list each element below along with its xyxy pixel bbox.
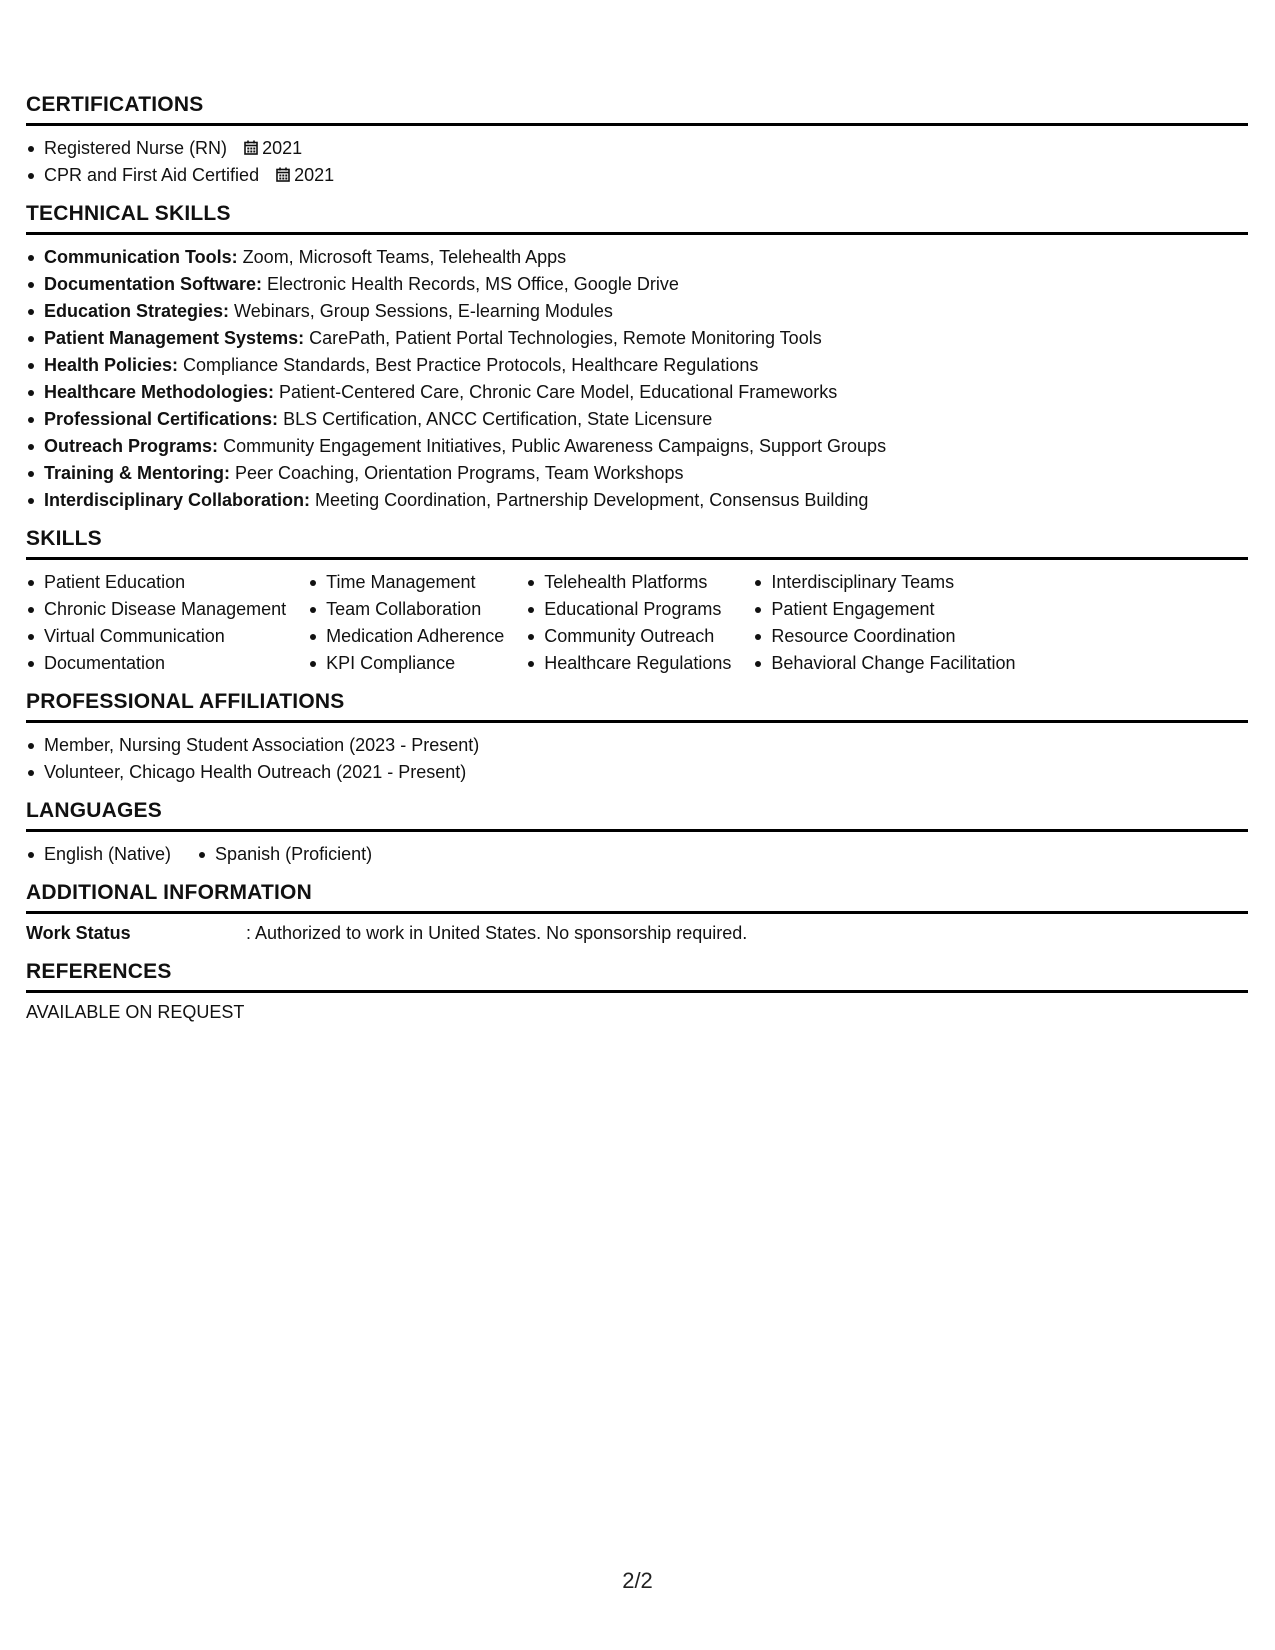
skills-column [26,569,286,677]
skill-item: Documentation [26,650,286,677]
references-text: AVAILABLE ON REQUEST [26,1002,245,1022]
affiliation-item: Volunteer, Chicago Health Outreach (2021 - Present) [26,759,1248,786]
skill-item: Behavioral Change Facilitation [753,650,1015,677]
technical-skill-item [26,487,1248,514]
page-number: 2/2 [622,1568,653,1593]
skill-item: Medication Adherence [308,623,504,650]
skill-item: Interdisciplinary Teams [753,569,1015,596]
skill-item: Chronic Disease Management [26,596,286,623]
certification-name: Registered Nurse (RN) [44,138,228,158]
certification-year: 2021 [262,138,303,158]
certification-year: 2021 [294,165,335,185]
skill-item: KPI Compliance [308,650,504,677]
language-item: English (Native) [26,841,171,868]
skill-item: Time Management [308,569,504,596]
skill-item: Virtual Communication [26,623,286,650]
additional-info-section [26,880,1248,947]
section-title-technical-skills: TECHNICAL SKILLS [26,201,1248,235]
certification-item [26,135,1248,162]
skills-column [753,569,1015,677]
skills-column [526,569,731,677]
certification-name: CPR and First Aid Certified [44,165,260,185]
skill-item: Educational Programs [526,596,731,623]
skill-values: Meeting Coordination, Partnership Development, Consensus Building [310,490,869,510]
skill-values: Peer Coaching, Orientation Programs, Team Workshops [230,463,684,483]
skill-item: Patient Engagement [753,596,1015,623]
language-item: Spanish (Proficient) [197,841,372,868]
section-title-additional-info: ADDITIONAL INFORMATION [26,880,1248,914]
skill-item: Telehealth Platforms [526,569,731,596]
technical-skills-list [26,244,1248,514]
skill-item: Team Collaboration [308,596,504,623]
section-title-certifications: CERTIFICATIONS [26,92,1248,126]
skill-item: Healthcare Regulations [526,650,731,677]
resume-page [26,92,1248,1038]
section-title-skills: SKILLS [26,526,1248,560]
skills-section [26,526,1248,677]
languages-section [26,798,1248,868]
skill-category: Communication Tools: [44,247,238,267]
affiliation-item: Member, Nursing Student Association (2023 - Present) [26,732,1248,759]
skill-category: Professional Certifications: [44,409,279,429]
certifications-list [26,135,1248,189]
technical-skills-section [26,201,1248,514]
skill-item: Patient Education [26,569,286,596]
skill-values: Webinars, Group Sessions, E-learning Modules [229,301,613,321]
work-status-value: : Authorized to work in United States. No sponsorship required. [246,923,748,943]
skills-grid [26,569,1248,677]
technical-skill-item [26,244,1248,271]
languages-list [26,841,1248,868]
skill-values: Patient-Centered Care, Chronic Care Model, Educational Frameworks [274,382,838,402]
skill-category: Documentation Software: [44,274,263,294]
section-title-languages: LANGUAGES [26,798,1248,832]
calendar-icon [276,167,290,182]
references-section [26,959,1248,1026]
technical-skill-item [26,298,1248,325]
technical-skill-item [26,271,1248,298]
section-title-affiliations: PROFESSIONAL AFFILIATIONS [26,689,1248,723]
affiliations-section [26,689,1248,786]
technical-skill-item [26,325,1248,352]
technical-skill-item [26,460,1248,487]
skill-values: Electronic Health Records, MS Office, Google Drive [262,274,679,294]
skill-values: CarePath, Patient Portal Technologies, Remote Monitoring Tools [304,328,822,348]
calendar-icon [244,140,258,155]
skill-item: Resource Coordination [753,623,1015,650]
technical-skill-item [26,433,1248,460]
work-status-row [26,920,1248,947]
skill-item: Community Outreach [526,623,731,650]
technical-skill-item [26,352,1248,379]
skill-values: Compliance Standards, Best Practice Protocols, Healthcare Regulations [178,355,759,375]
skill-category: Education Strategies: [44,301,230,321]
skill-values: BLS Certification, ANCC Certification, State Licensure [278,409,713,429]
affiliations-list [26,732,1248,786]
skill-category: Interdisciplinary Collaboration: [44,490,311,510]
work-status-label: Work Status [26,923,131,943]
skill-category: Healthcare Methodologies: [44,382,275,402]
technical-skill-item [26,406,1248,433]
skill-category: Training & Mentoring: [44,463,230,483]
certification-item [26,162,1248,189]
certifications-section [26,92,1248,189]
section-title-references: REFERENCES [26,959,1248,993]
skills-column [308,569,504,677]
technical-skill-item [26,379,1248,406]
skill-category: Patient Management Systems: [44,328,305,348]
skill-values: Community Engagement Initiatives, Public Awareness Campaigns, Support Groups [218,436,887,456]
skill-category: Outreach Programs: [44,436,219,456]
skill-category: Health Policies: [44,355,179,375]
skill-values: Zoom, Microsoft Teams, Telehealth Apps [237,247,567,267]
